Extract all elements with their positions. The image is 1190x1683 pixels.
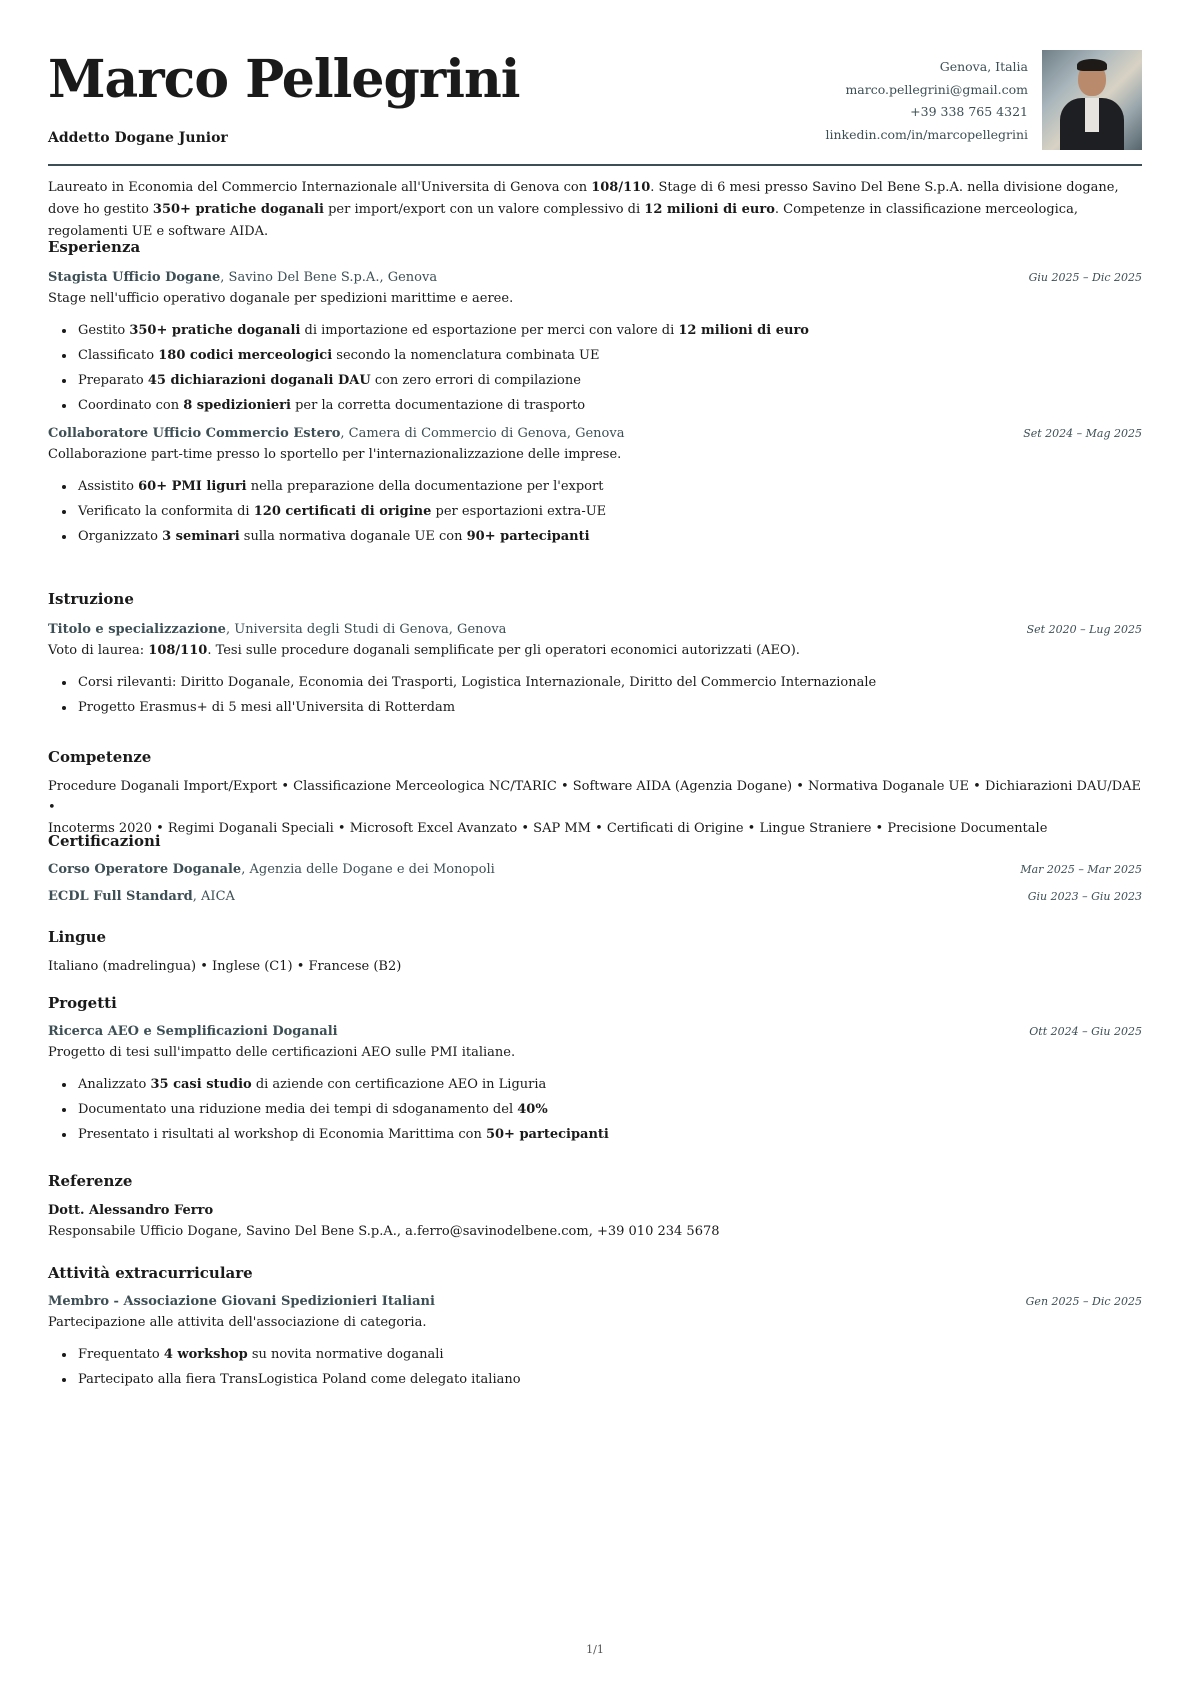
resume-page: [48, 0, 1142, 1683]
bullet-list: [48, 1072, 1142, 1147]
entry-role: Stagista Ufficio Dogane: [48, 270, 221, 285]
entry-description: Partecipazione alle attivita dell'associazione di categoria.: [48, 1315, 427, 1330]
education-entry: [48, 620, 1142, 720]
bullet-item: Coordinato con 8 spedizionieri per la corretta documentazione di trasporto: [48, 393, 1142, 418]
entry-header: [48, 268, 1142, 288]
entry-description: Collaborazione part-time presso lo sportello per l'internazionalizzazione delle imprese.: [48, 447, 622, 462]
page-number: 1/1: [586, 1643, 604, 1656]
section-education: [48, 590, 1142, 720]
summary-highlight: 108/110: [591, 180, 651, 195]
reference-details: Responsabile Ufficio Dogane, Savino Del Bene S.p.A., a.ferro@savinodelbene.com, +39 010 234 5678: [48, 1224, 720, 1239]
bullet-item: Gestito 350+ pratiche doganali di importazione ed esportazione per merci con valore di 12 milioni di euro: [48, 318, 1142, 343]
project-entry: [48, 1022, 1142, 1147]
entry-header: [48, 1292, 1142, 1312]
certification-entry: [48, 860, 1142, 880]
summary: [48, 177, 1142, 243]
bullet-item: Presentato i risultati al workshop di Economia Marittima con 50+ partecipanti: [48, 1122, 1142, 1147]
section-title: Referenze: [48, 1172, 133, 1190]
bullet-item: Verificato la conformita di 120 certificati di origine per esportazioni extra-UE: [48, 499, 1142, 524]
entry-description: Progetto di tesi sull'impatto delle certificazioni AEO sulle PMI italiane.: [48, 1045, 516, 1060]
entry-date: Gen 2025 – Dic 2025: [1025, 1295, 1142, 1308]
entry-date: Set 2024 – Mag 2025: [1023, 427, 1142, 440]
section-projects: [48, 994, 1142, 1147]
entry-date: Giu 2025 – Dic 2025: [1028, 271, 1142, 284]
bullet-list: [48, 670, 1142, 720]
section-languages: [48, 928, 1142, 977]
entry-role: Ricerca AEO e Semplificazioni Doganali: [48, 1024, 338, 1039]
section-skills: [48, 748, 1142, 839]
entry-org: , Savino Del Bene S.p.A., Genova: [220, 270, 438, 285]
bullet-item: Partecipato alla fiera TransLogistica Poland come delegato italiano: [48, 1367, 1142, 1392]
photo-hair-shape: [1077, 59, 1107, 71]
header-divider: [48, 164, 1142, 166]
resume-header: [48, 48, 1142, 166]
bullet-list: [48, 474, 1142, 549]
entry-org: , AICA: [192, 889, 235, 904]
entry-role: Corso Operatore Doganale: [48, 862, 242, 877]
bullet-list: [48, 1342, 1142, 1392]
entry-date: Set 2020 – Lug 2025: [1026, 623, 1142, 636]
skills-line: Procedure Doganali Import/Export • Classificazione Merceologica NC/TARIC • Software AIDA (Agenzia Dogane) • Normativa Doganale UE • Dichiarazioni DAU/DAE •: [48, 779, 1141, 815]
photo-shirt-shape: [1085, 98, 1099, 132]
bullet-item: Assistito 60+ PMI liguri nella preparazione della documentazione per l'export: [48, 474, 1142, 499]
bullet-item: Analizzato 35 casi studio di aziende con certificazione AEO in Liguria: [48, 1072, 1142, 1097]
phone: +39 338 765 4321: [910, 104, 1028, 119]
section-title: Competenze: [48, 748, 152, 766]
bullet-item: Classificato 180 codici merceologici secondo la nomenclatura combinata UE: [48, 343, 1142, 368]
candidate-name: Marco Pellegrini: [48, 49, 520, 110]
entry-description: Stage nell'ufficio operativo doganale per spedizioni marittime e aeree.: [48, 291, 514, 306]
summary-text: per import/export con un valore complessivo di: [323, 202, 645, 217]
summary-text: . Competenze in classificazione merceologica, regolamenti UE e software AIDA.: [48, 202, 1078, 239]
job-title: Addetto Dogane Junior: [48, 130, 228, 146]
contact-info: [825, 56, 1028, 146]
linkedin-link[interactable]: linkedin.com/in/marcopellegrini: [825, 126, 1028, 142]
section-experience: [48, 238, 1142, 549]
entry-header: [48, 424, 1142, 444]
entry-role: Titolo e specializzazione: [48, 622, 226, 637]
extracurricular-entry: [48, 1292, 1142, 1392]
bullet-item: Documentato una riduzione media dei tempi di sdoganamento del 40%: [48, 1097, 1142, 1122]
email-link[interactable]: marco.pellegrini@gmail.com: [845, 81, 1028, 97]
skills-line: Incoterms 2020 • Regimi Doganali Speciali • Microsoft Excel Avanzato • SAP MM • Certificati di Origine • Lingue Straniere • Precisione Documentale: [48, 821, 1048, 836]
reference-name: Dott. Alessandro Ferro: [48, 1203, 214, 1218]
section-title: Progetti: [48, 994, 117, 1012]
entry-header: [48, 1022, 1142, 1042]
summary-highlight: 12 milioni di euro: [644, 202, 775, 217]
entry-role: Membro - Associazione Giovani Spedizionieri Italiani: [48, 1294, 435, 1309]
bullet-item: Corsi rilevanti: Diritto Doganale, Economia dei Trasporti, Logistica Internazionale, Diritto del Commercio Internazionale: [48, 670, 1142, 695]
bullet-item: Organizzato 3 seminari sulla normativa doganale UE con 90+ partecipanti: [48, 524, 1142, 549]
entry-date: Ott 2024 – Giu 2025: [1029, 1025, 1142, 1038]
section-title: Lingue: [48, 928, 107, 946]
bullet-item: Progetto Erasmus+ di 5 mesi all'Universita di Rotterdam: [48, 695, 1142, 720]
entry-role: Collaboratore Ufficio Commercio Estero: [48, 426, 341, 441]
entry-org: , Universita degli Studi di Genova, Genova: [225, 622, 507, 637]
entry-role: ECDL Full Standard: [48, 889, 193, 904]
profile-photo: [1042, 50, 1142, 150]
entry-date: Mar 2025 – Mar 2025: [1020, 863, 1142, 876]
entry-org: , Camera di Commercio di Genova, Genova: [340, 426, 625, 441]
bullet-item: Frequentato 4 workshop su novita normative doganali: [48, 1342, 1142, 1367]
section-references: [48, 1172, 1142, 1242]
entry-header: [48, 620, 1142, 640]
bullet-list: [48, 318, 1142, 418]
location: Genova, Italia: [939, 59, 1028, 74]
certification-entry: [48, 887, 1142, 907]
bullet-item: Preparato 45 dichiarazioni doganali DAU con zero errori di compilazione: [48, 368, 1142, 393]
section-title: Attività extracurriculare: [48, 1264, 253, 1282]
section-title: Istruzione: [48, 590, 134, 608]
entry-org: , Agenzia delle Dogane e dei Monopoli: [241, 862, 495, 877]
experience-entry: [48, 424, 1142, 549]
entry-date: Giu 2023 – Giu 2023: [1027, 890, 1142, 903]
section-extracurricular: [48, 1264, 1142, 1392]
section-title: Esperienza: [48, 238, 141, 256]
entry-description: Voto di laurea: 108/110. Tesi sulle procedure doganali semplificate per gli operatori economici autorizzati (AEO).: [48, 643, 800, 658]
summary-highlight: 350+ pratiche doganali: [152, 202, 324, 217]
summary-text: Laureato in Economia del Commercio Internazionale all'Universita di Genova con: [48, 180, 592, 195]
section-certifications: [48, 832, 1142, 907]
section-title: Certificazioni: [48, 832, 161, 850]
summary-text: . Stage di 6 mesi presso Savino Del Bene S.p.A. nella divisione dogane, dove ho gestito: [48, 180, 1119, 217]
languages-text: Italiano (madrelingua) • Inglese (C1) • Francese (B2): [48, 959, 402, 974]
experience-entry: [48, 268, 1142, 418]
